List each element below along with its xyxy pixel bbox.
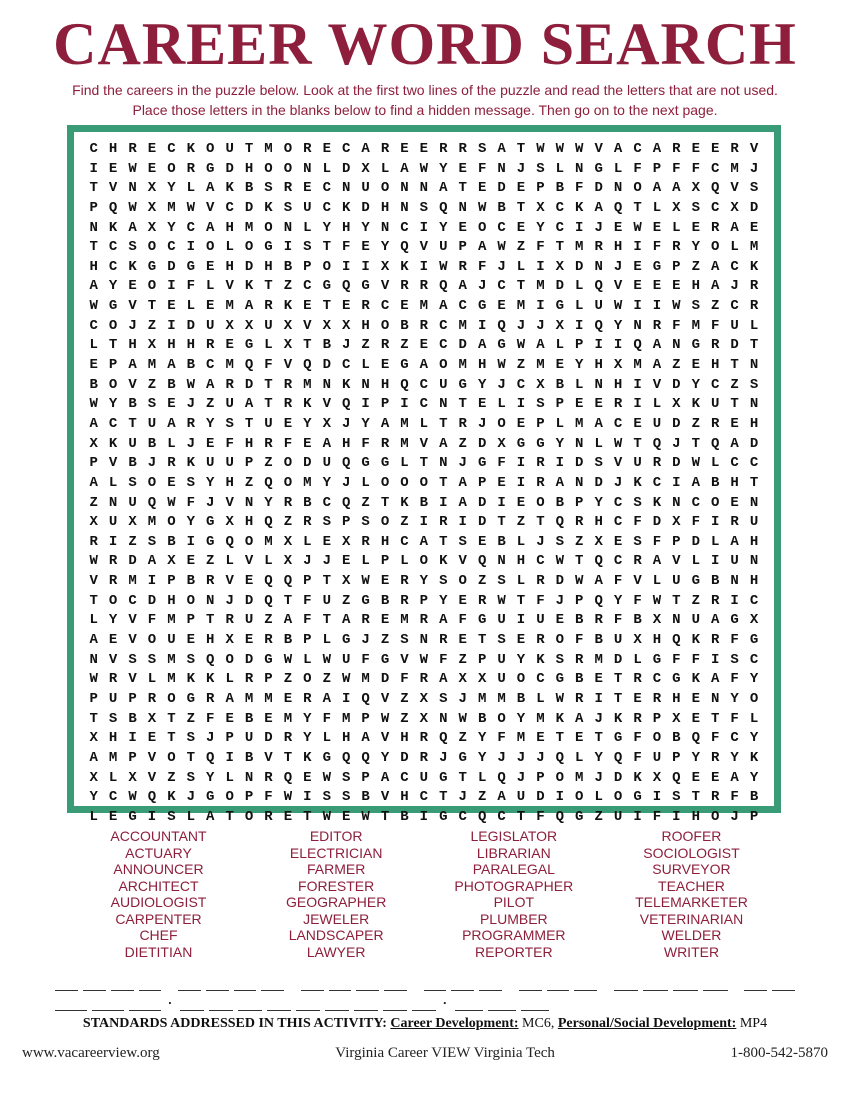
puzzle-row: X H I E T S J P U D R Y L H A V H R Q Z Y F M E T E T G F O B Q F C Y <box>89 730 759 747</box>
letter-blank[interactable] <box>325 998 349 1011</box>
blank-line <box>55 978 800 991</box>
personal-social-label: Personal/Social Development: <box>557 1016 737 1031</box>
word-list-item: CARPENTER <box>115 910 202 927</box>
puzzle-row: X L X V Z S Y L N R Q E W S P A C U G T L Q J P O M J D K X Q E E A Y <box>89 769 759 786</box>
hidden-message-blanks[interactable] <box>55 978 800 1011</box>
footer-website[interactable]: www.vacareerview.org <box>22 1045 160 1061</box>
word-column-4 <box>603 828 780 960</box>
puzzle-row: W Y B S E J Z U A T R K V Q I P I C N T E L I S P E E R I L X K U T N <box>89 396 759 413</box>
letter-blank[interactable] <box>574 978 597 991</box>
word-list-item: SURVEYOR <box>652 861 731 877</box>
puzzle-row: W R D A X E Z L V L X J J E L P L O K V Q N H C W T Q C R A V L I U N <box>89 553 759 570</box>
puzzle-row: T V N X Y L A K B S R E C N U O N N A T E D E P B F D N O A A X Q V S <box>89 180 759 197</box>
puzzle-row: A E V O U E H X E R B P L G J Z S N R E T S E R O F B U X H Q K R F G <box>89 632 759 649</box>
letter-blank[interactable] <box>673 978 698 991</box>
puzzle-row: N K A X Y C A H M O N L Y H Y N C I Y E O C E Y C I J E W E L E R A E <box>89 219 759 236</box>
instructions-line-2: Place those letters in the blanks below to find a hidden message. Then go on to the next page. <box>132 102 718 118</box>
letter-blank[interactable] <box>488 998 516 1011</box>
letter-blank[interactable] <box>519 978 542 991</box>
puzzle-row: N V S S M S Q O D G W L W U F G V W F Z P U Y K S R M D L G F F I S C <box>89 651 759 668</box>
letter-blank[interactable] <box>547 978 570 991</box>
footer <box>22 1045 828 1062</box>
letter-blank[interactable] <box>209 998 233 1011</box>
letter-blank[interactable] <box>139 978 162 991</box>
word-list-item: DIETITIAN <box>124 943 193 960</box>
word-column-3 <box>425 828 602 960</box>
word-list-item: TELEMARKETER <box>635 894 748 910</box>
word-list-item: ACTUARY <box>125 844 192 861</box>
puzzle-row: L Y V F M P T R U Z A F T A R E M R A F G U I U E B R F B X N U A G X <box>89 612 759 629</box>
letter-blank[interactable] <box>301 978 324 991</box>
puzzle-row: R I Z S B I G Q O M X L E X R H C A T S E B L J S Z X E S F P D L A H <box>89 533 759 550</box>
personal-social-code: MP4 <box>739 1016 768 1031</box>
word-list-item: PHOTOGRAPHER <box>454 877 574 894</box>
puzzle-row: Y C W Q K J G O P F W I S S B V H C T J Z A U D I O L O G I S T R F B <box>89 789 759 806</box>
instructions <box>20 80 830 120</box>
letter-blank[interactable] <box>354 998 378 1011</box>
word-list-item: ROOFER <box>661 828 722 844</box>
word-list-item: LANDSCAPER <box>288 927 384 943</box>
puzzle-row: I E W E O R G D H O O N L D X L A W Y E F N J S L N G L F P F F C M J <box>89 160 759 177</box>
letter-blank[interactable] <box>643 978 668 991</box>
word-list-item: VETERINARIAN <box>639 910 744 927</box>
footer-phone: 1-800-542-5870 <box>730 1045 828 1061</box>
letter-blank[interactable] <box>703 978 728 991</box>
letter-blank[interactable] <box>455 998 483 1011</box>
word-list-item: CHEF <box>139 927 178 943</box>
word-list <box>70 828 780 960</box>
letter-blank[interactable] <box>55 998 87 1011</box>
word-list-item: GEOGRAPHER <box>285 894 387 910</box>
word-list-item: ELECTRICIAN <box>289 844 383 861</box>
word-list-item: FORESTER <box>298 877 375 894</box>
puzzle-row: V R M I P B R V E Q Q P T X W E R Y S O Z S L R D W A F V L U G B N H <box>89 573 759 590</box>
word-list-item: PILOT <box>493 894 535 910</box>
word-list-item: ARCHITECT <box>118 877 199 894</box>
puzzle-row: A L S O E S Y H Z Q O M Y J L O O O T A P E I R A N D J K C I A B H T <box>89 474 759 491</box>
puzzle-row: W G V T E L E M A R K E T E R C E M A C G E M I G L U W I I W S Z C R <box>89 298 759 315</box>
standards-label: STANDARDS ADDRESSED IN THIS ACTIVITY: <box>82 1016 387 1031</box>
letter-blank[interactable] <box>92 998 124 1011</box>
puzzle-row: C H R E C K O U T M O R E C A R E E R R S A T W W W V A C A R E E R V <box>89 141 759 157</box>
letter-blank[interactable] <box>383 998 407 1011</box>
letter-blank[interactable] <box>479 978 502 991</box>
puzzle-row: A M P V O T Q I B V T K G Q Q Y D R J G Y J J J Q L Y Q F U P Y R Y K <box>89 749 759 766</box>
career-development-code: MC6 <box>522 1016 551 1031</box>
period-mark: . <box>440 993 449 1008</box>
page-title: CAREER WORD SEARCH <box>53 11 797 77</box>
word-column-2 <box>248 828 425 960</box>
letter-blank[interactable] <box>129 998 161 1011</box>
word-list-item: TEACHER <box>658 877 725 894</box>
puzzle-row: T C S O C I O L O G I S T F E Y Q V U P A W Z F T M R H I F R Y O L M <box>89 239 759 256</box>
puzzle-row: Z N U Q W F J V N Y R B C Q Z T K B I A D I E O B P Y C S K N C O E N <box>89 494 759 511</box>
word-list-item: LIBRARIAN <box>476 844 551 861</box>
letter-blank[interactable] <box>180 998 204 1011</box>
puzzle-row: A C T U A R Y S T U E Y X J Y A M L T R J O E P L M A C E U D Z R E H <box>89 415 759 432</box>
word-list-item: WELDER <box>661 927 722 943</box>
puzzle-row: P Q W X M W V C D K S U C K D H N S Q N W B T X C K A Q T L X S C X D <box>89 199 759 216</box>
puzzle-row: X U X M O Y G X H Q Z R S P S O Z I R I D T Z T Q R H C F D X F I R U <box>89 514 759 531</box>
word-list-item: LEGISLATOR <box>470 828 558 844</box>
puzzle-row: L T H X H H R E G L X T B J Z R Z E C D A G W A L P I I Q A N G R D T <box>89 337 759 354</box>
letter-blank[interactable] <box>234 978 257 991</box>
puzzle-row: W R V L M K K L R P Z O Z W M D F R A X X U O C G B E T R C G K A F Y <box>89 671 759 688</box>
letter-blank[interactable] <box>178 978 201 991</box>
word-list-item: JEWELER <box>303 910 370 927</box>
letter-blank[interactable] <box>521 998 549 1011</box>
letter-blank[interactable] <box>424 978 447 991</box>
puzzle-row: P U P R O G R A M M E R A I Q V Z X S J M M B L W R I T E R H E N Y O <box>89 690 759 707</box>
letter-blank[interactable] <box>329 978 352 991</box>
word-search-grid <box>67 125 781 825</box>
instructions-line-1: Find the careers in the puzzle below. Look at the first two lines of the puzzle and read the letters that are not used. <box>72 82 778 98</box>
letter-blank[interactable] <box>356 978 379 991</box>
word-list-item: ACCOUNTANT <box>110 828 207 844</box>
letter-blank[interactable] <box>83 978 106 991</box>
letter-blank[interactable] <box>384 978 407 991</box>
word-list-item: PARALEGAL <box>472 861 555 877</box>
word-list-item: SOCIOLOGIST <box>643 844 740 861</box>
letter-blank[interactable] <box>261 978 284 991</box>
puzzle-row: B O V Z B W A R D T R M N K N H Q C U G Y J C X B L N H I V D Y C Z S <box>89 376 759 393</box>
letter-blank[interactable] <box>111 978 134 991</box>
word-list-item: REPORTER <box>475 943 553 960</box>
word-list-item: ANNOUNCER <box>113 861 204 877</box>
word-column-1 <box>70 828 247 960</box>
puzzle-row: X K U B L J E F H R F E A H F R M V A Z D X G G Y N L W T Q J T Q A D <box>89 435 759 452</box>
word-list-item: FARMER <box>306 861 366 877</box>
letter-blank[interactable] <box>614 978 639 991</box>
letter-blank[interactable] <box>744 978 767 991</box>
standards-statement <box>0 1016 850 1032</box>
puzzle-row: P V B J R K U U P Z O D U Q G G L T N J G F I R I D S V U R D W L C C <box>89 455 759 472</box>
puzzle-row: T O C D H O N J D Q T F U Z G B R P Y E R W T F J P Q Y F W T Z R I C <box>89 592 759 609</box>
puzzle-row: A Y E O I F L V K T Z C G Q G V R R Q A J C T M D L Q V E E E H A J R <box>89 278 759 295</box>
letter-blank[interactable] <box>412 998 436 1011</box>
letter-blank[interactable] <box>267 998 291 1011</box>
blank-line <box>55 991 800 1011</box>
standards-separator: , <box>550 1016 555 1031</box>
letter-blank[interactable] <box>296 998 320 1011</box>
career-development-label: Career Development: <box>390 1016 519 1031</box>
letter-blank[interactable] <box>238 998 262 1011</box>
letter-blank[interactable] <box>451 978 474 991</box>
puzzle-row: C O J Z I D U X X U X V X X H O B R C M I Q J J X I Q Y N R F M F U L <box>89 317 759 334</box>
puzzle-row: H C K G D G E H D H B P O I I X K I W R F J L I X D N J E G P Z A C K <box>89 258 759 275</box>
puzzle-row: E P A M A B C M Q F V Q D C L E G A O M H W Z M E Y H X M A Z E H T N <box>89 357 759 374</box>
word-list-item: WRITER <box>663 943 720 960</box>
word-list-item: PLUMBER <box>479 910 548 927</box>
period-mark: . <box>166 993 174 1008</box>
puzzle-row: L E G I S L A T O R E T W E W T B I G C Q C T F Q G Z U I F I H O J P <box>89 808 759 825</box>
letter-blank[interactable] <box>206 978 229 991</box>
word-list-item: LAWYER <box>306 943 366 960</box>
footer-organization: Virginia Career VIEW Virginia Tech <box>335 1045 555 1061</box>
puzzle-row: T S B X T Z F E B E M Y F M P W Z X N W B O Y M K A J K R P X E T F L <box>89 710 759 727</box>
word-list-item: PROGRAMMER <box>462 927 566 943</box>
word-list-item: AUDIOLOGIST <box>110 894 207 910</box>
word-list-item: EDITOR <box>309 828 363 844</box>
letter-blank[interactable] <box>772 978 795 991</box>
letter-blank[interactable] <box>55 978 78 991</box>
